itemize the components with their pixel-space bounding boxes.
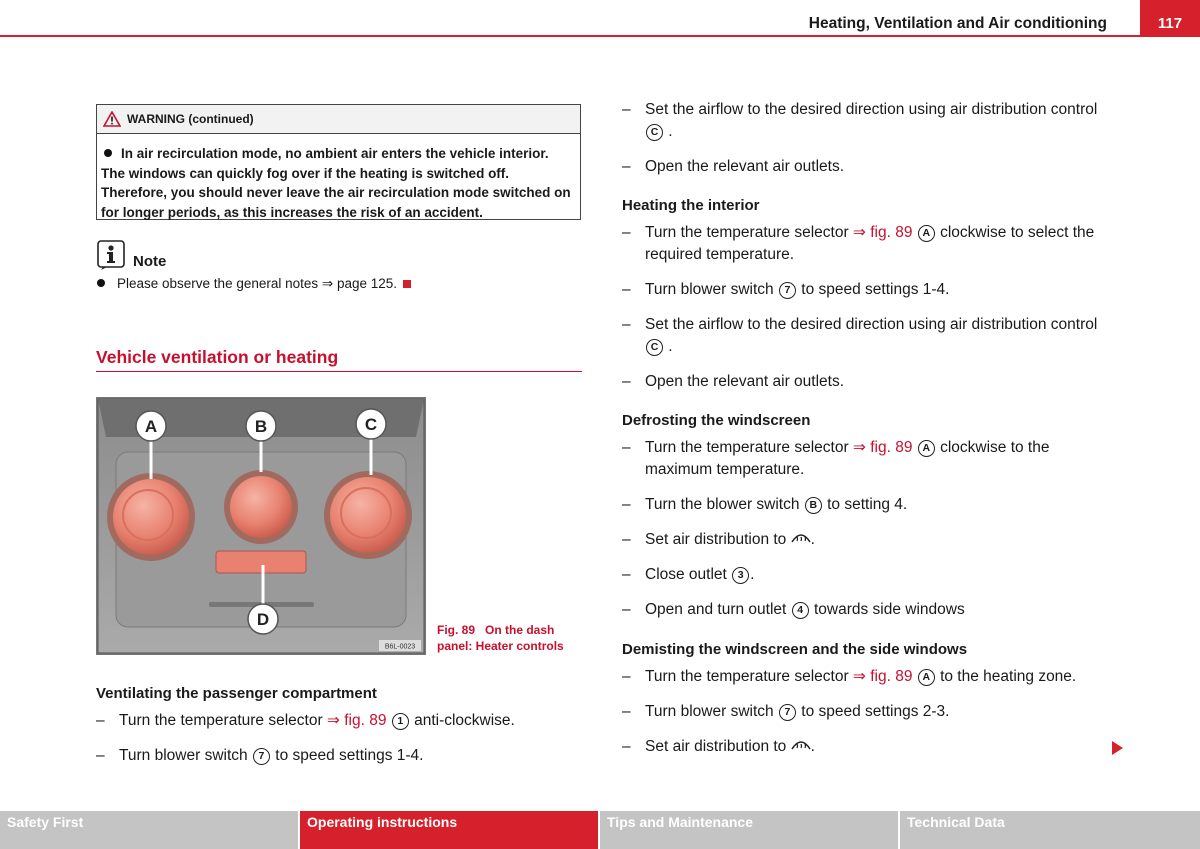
- figure-caption-line-1: Fig. 89 On the dash: [437, 623, 555, 637]
- step-item: – Turn blower switch 7 to speed settings 1-4.: [96, 747, 424, 764]
- figure-link[interactable]: ⇒ fig. 89: [326, 712, 387, 729]
- badge-a: A: [918, 669, 935, 686]
- warning-triangle-icon: [103, 111, 121, 127]
- step-item: – Set air distribution to .: [622, 738, 815, 755]
- step-item: – Turn the temperature selector ⇒ fig. 89 A clockwise to the maximum temperature.: [622, 439, 1050, 478]
- step-item: – Open the relevant air outlets.: [622, 158, 845, 175]
- step-item: – Set air distribution to .: [622, 531, 815, 548]
- svg-text:A: A: [144, 417, 158, 436]
- warning-header: [97, 105, 580, 134]
- subheading-defrosting: Defrosting the windscreen: [622, 412, 811, 429]
- warning-title: WARNING (continued): [127, 112, 254, 126]
- continue-arrow-icon[interactable]: [1112, 741, 1123, 755]
- label-a-callout: [136, 411, 166, 441]
- distribution-knob-c: [324, 471, 412, 559]
- note-text-pre: Please observe the general notes: [117, 276, 322, 291]
- figure-link[interactable]: ⇒ fig. 89: [852, 668, 913, 685]
- badge-1: 1: [392, 713, 409, 730]
- page-header-title: Heating, Ventilation and Air conditioning: [808, 15, 1107, 32]
- step-item: – Close outlet 3 .: [622, 566, 755, 583]
- badge-c: C: [646, 124, 663, 141]
- tab-technical-data[interactable]: Technical Data: [900, 811, 1200, 849]
- step-item: – Turn the temperature selector ⇒ fig. 89 A to the heating zone.: [622, 668, 1077, 685]
- defrost-icon: [791, 530, 811, 544]
- step-item: – Turn the blower switch B to setting 4.: [622, 496, 908, 513]
- tab-operating-instructions[interactable]: Operating instructions: [300, 811, 598, 849]
- step-item: – Turn the temperature selector ⇒ fig. 89 1 anti-clockwise.: [96, 712, 515, 729]
- blower-knob-b: [224, 470, 298, 544]
- badge-3: 3: [732, 567, 749, 584]
- subheading-demisting: Demisting the windscreen and the side windows: [622, 641, 968, 658]
- warning-box: [96, 104, 581, 220]
- badge-a: A: [918, 440, 935, 457]
- bullet-icon: [104, 149, 112, 157]
- figure-caption: [437, 622, 564, 654]
- step-item: – Turn blower switch 7 to speed settings 2-3.: [622, 703, 950, 720]
- note-arrow: ⇒: [321, 276, 334, 291]
- badge-b: B: [805, 497, 822, 514]
- figure-link[interactable]: ⇒ fig. 89: [852, 439, 913, 456]
- temperature-knob-a: [107, 473, 195, 561]
- tab-safety-first[interactable]: Safety First: [0, 811, 298, 849]
- svg-text:C: C: [364, 415, 378, 434]
- step-item: – Set the airflow to the desired direction using air distribution control C .: [622, 316, 1098, 355]
- page-number: 117: [1140, 0, 1200, 37]
- note-title: Note: [133, 253, 167, 270]
- badge-4: 4: [792, 602, 809, 619]
- label-c-callout: [356, 409, 386, 439]
- figure-link[interactable]: ⇒ fig. 89: [852, 224, 913, 241]
- label-b-callout: [246, 411, 276, 441]
- badge-a: A: [918, 225, 935, 242]
- label-d-callout: [248, 604, 278, 634]
- info-icon: [97, 240, 125, 270]
- svg-text:B: B: [254, 417, 268, 436]
- bullet-icon: [97, 279, 105, 287]
- warning-text-block: [97, 134, 580, 222]
- badge-c: C: [646, 339, 663, 356]
- tab-tips-and-maintenance[interactable]: Tips and Maintenance: [600, 811, 898, 849]
- section-end-marker: [403, 280, 411, 288]
- badge-7: 7: [779, 282, 796, 299]
- figure-code: B6L-0023: [384, 643, 416, 651]
- badge-7: 7: [779, 704, 796, 721]
- step-item: – Turn blower switch 7 to speed settings 1-4.: [622, 281, 950, 298]
- step-item: – Open and turn outlet 4 towards side windows: [622, 601, 965, 618]
- figure-caption-line-2: panel: Heater controls: [437, 639, 564, 653]
- subheading-ventilating: Ventilating the passenger compartment: [96, 685, 377, 702]
- heater-controls-figure: [96, 397, 426, 655]
- note-text: [97, 276, 411, 292]
- warning-text: In air recirculation mode, no ambient air enters the vehicle interior. The windows can quickly fog over if the heating is switched off. Therefore, you should never leave the air recirculation mode switched on for longer periods, as this increases the risk of an accident.: [101, 146, 571, 220]
- section-heading: Vehicle ventilation or heating: [96, 347, 582, 372]
- badge-7: 7: [253, 748, 270, 765]
- step-item: – Set the airflow to the desired direction using air distribution control C .: [622, 101, 1098, 140]
- header-rule: [0, 35, 1200, 37]
- step-item: – Open the relevant air outlets.: [622, 373, 845, 390]
- svg-text:D: D: [256, 610, 270, 629]
- note-text-post: page 125.: [333, 276, 398, 291]
- subheading-heating: Heating the interior: [622, 197, 760, 214]
- step-item: – Turn the temperature selector ⇒ fig. 89 A clockwise to select the required temperature.: [622, 224, 1095, 263]
- defrost-icon: [791, 737, 811, 751]
